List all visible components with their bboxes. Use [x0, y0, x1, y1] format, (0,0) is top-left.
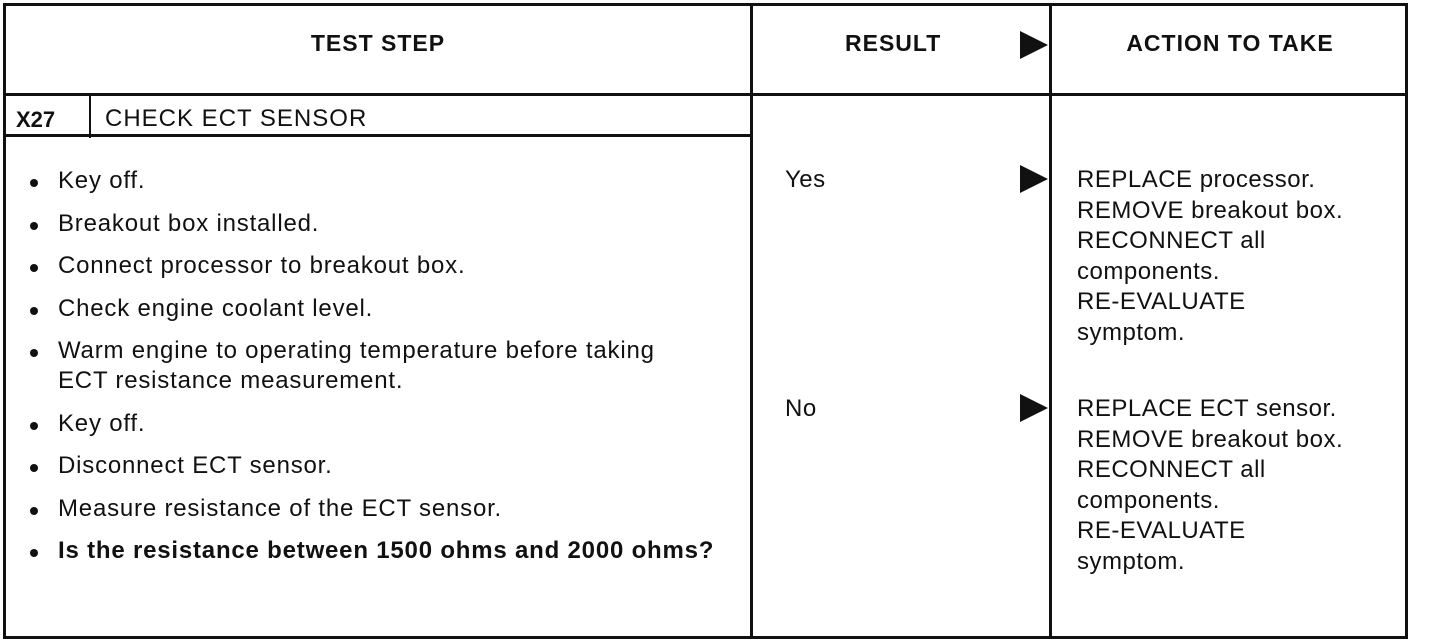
bullet-icon: [30, 507, 38, 515]
bullet-icon: [30, 464, 38, 472]
action-no: [1077, 394, 1397, 577]
action-line: REMOVE breakout box.: [1077, 425, 1344, 453]
bullet-icon: [30, 179, 38, 187]
list-item: Breakout box installed.: [28, 209, 728, 239]
bullet-icon: [30, 549, 38, 557]
list-item: Warm engine to operating temperature before taking ECT resistance measurement.: [28, 336, 678, 396]
column-divider-result: [750, 3, 753, 639]
action-line: symptom.: [1077, 318, 1186, 346]
action-line: RECONNECT all: [1077, 456, 1266, 483]
list-item: Connect processor to breakout box.: [28, 251, 728, 281]
test-step-list: [28, 166, 728, 579]
bullet-icon: [30, 349, 38, 357]
header-result: RESULT: [845, 30, 942, 56]
header-arrow-icon: [1020, 31, 1048, 59]
header-divider: [3, 93, 1408, 96]
step-title: CHECK ECT SENSOR: [105, 105, 368, 132]
bullet-icon: [30, 307, 38, 315]
action-line: REPLACE ECT sensor.: [1077, 395, 1337, 422]
action-line: RE-EVALUATE: [1077, 517, 1246, 544]
list-item: Measure resistance of the ECT sensor.: [28, 494, 728, 524]
column-divider-action: [1049, 3, 1052, 639]
list-item-question: Is the resistance between 1500 ohms and 2000 ohms?: [28, 536, 748, 566]
result-no: No: [785, 395, 817, 422]
action-line: components.: [1077, 257, 1220, 285]
result-yes-arrow-icon: [1020, 165, 1048, 193]
result-no-arrow-icon: [1020, 394, 1048, 422]
action-line: RE-EVALUATE: [1077, 288, 1246, 315]
bullet-icon: [30, 222, 38, 230]
header-action-to-take: ACTION TO TAKE: [1126, 30, 1334, 56]
step-number: X27: [16, 107, 56, 132]
bullet-icon: [30, 264, 38, 272]
action-line: RECONNECT all: [1077, 227, 1266, 254]
step-number-divider: [89, 96, 91, 138]
action-yes: [1077, 165, 1397, 348]
result-yes: Yes: [785, 166, 826, 193]
step-title-divider: [3, 134, 753, 137]
list-item: Check engine coolant level.: [28, 294, 728, 324]
action-line: REPLACE processor.: [1077, 166, 1316, 193]
action-line: REMOVE breakout box.: [1077, 196, 1344, 224]
action-line: components.: [1077, 486, 1220, 514]
list-item: Key off.: [28, 166, 728, 196]
action-line: symptom.: [1077, 547, 1186, 575]
bullet-icon: [30, 422, 38, 430]
header-test-step: TEST STEP: [310, 30, 446, 56]
list-item: Key off.: [28, 409, 728, 439]
list-item: Disconnect ECT sensor.: [28, 451, 728, 481]
